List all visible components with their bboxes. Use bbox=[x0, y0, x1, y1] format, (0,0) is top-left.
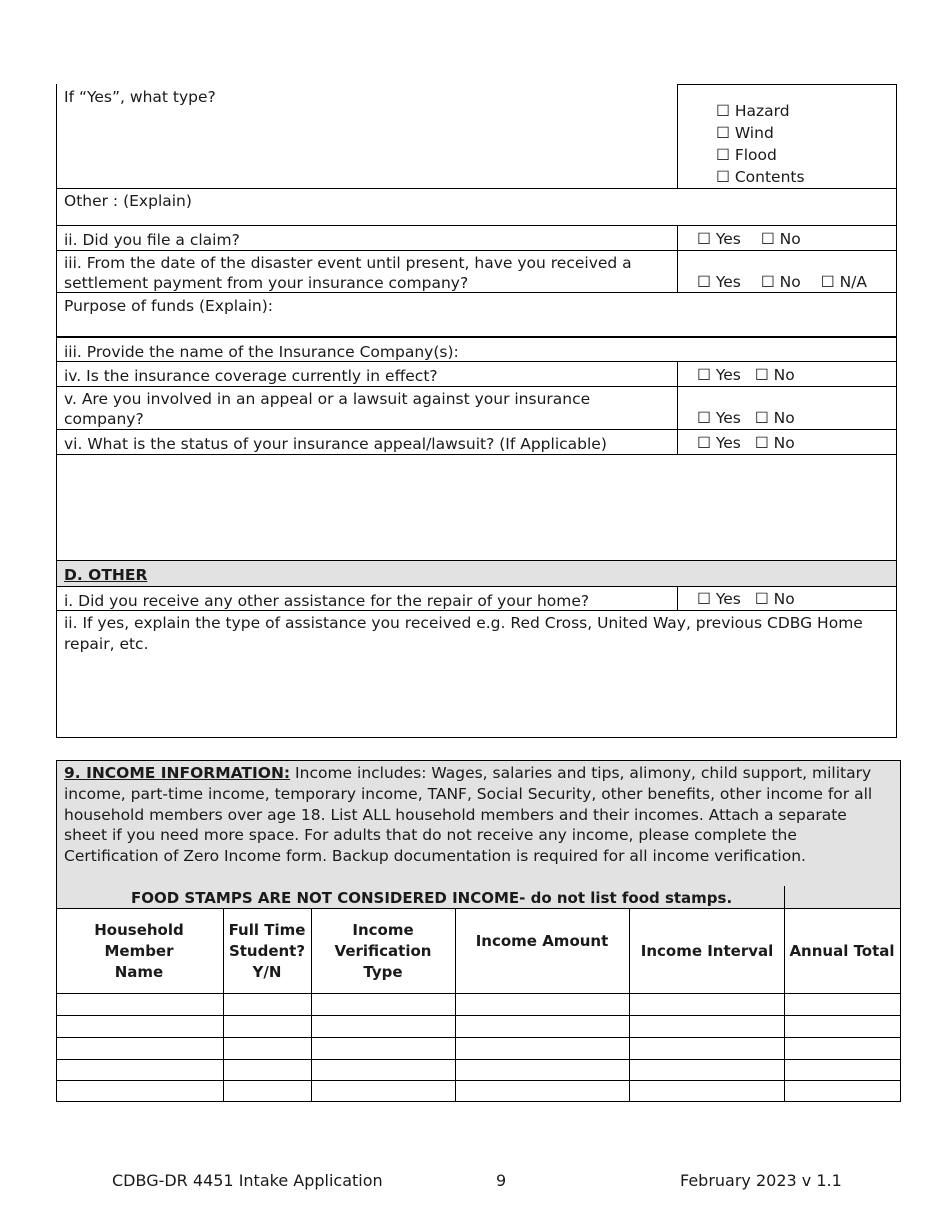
other-section-heading: D. OTHER bbox=[64, 566, 148, 584]
wind-checkbox[interactable]: ☐ Wind bbox=[716, 124, 774, 142]
settlement-no-checkbox[interactable]: ☐ No bbox=[760, 273, 801, 291]
coverage-question: iv. Is the insurance coverage currently in effect? bbox=[64, 367, 438, 385]
flood-checkbox[interactable]: ☐ Flood bbox=[716, 146, 777, 164]
column-header-income-verification-type: Income Verification Type bbox=[334, 920, 432, 981]
appeal-yes-checkbox[interactable]: ☐ Yes bbox=[697, 409, 741, 427]
appeal-status-no-checkbox[interactable]: ☐ No bbox=[754, 434, 795, 452]
settlement-na-checkbox[interactable]: ☐ N/A bbox=[820, 273, 867, 291]
claim-no-checkbox[interactable]: ☐ No bbox=[760, 230, 801, 248]
if-yes-type-label: If “Yes”, what type? bbox=[64, 88, 216, 106]
column-header-annual-total: Annual Total bbox=[789, 941, 895, 960]
assistance-type-explain-label: ii. If yes, explain the type of assistance you received e.g. Red Cross, United Way, previous CDBG Home repair, etc. bbox=[64, 614, 863, 653]
coverage-yes-checkbox[interactable]: ☐ Yes bbox=[697, 366, 741, 384]
income-cell[interactable] bbox=[785, 1016, 900, 1037]
income-cell[interactable] bbox=[456, 1060, 629, 1080]
footer-version-date: February 2023 v 1.1 bbox=[680, 1171, 842, 1190]
footer-document-title: CDBG-DR 4451 Intake Application bbox=[112, 1171, 383, 1190]
appeal-status-yes-checkbox[interactable]: ☐ Yes bbox=[697, 434, 741, 452]
income-cell[interactable] bbox=[224, 994, 311, 1015]
income-description bbox=[64, 763, 894, 867]
income-cell[interactable] bbox=[57, 1081, 223, 1101]
other-assistance-no-checkbox[interactable]: ☐ No bbox=[754, 590, 795, 608]
appeal-options bbox=[697, 408, 795, 428]
income-cell[interactable] bbox=[312, 1081, 455, 1101]
coverage-options bbox=[697, 365, 795, 385]
appeal-question-line1: v. Are you involved in an appeal or a lawsuit against your insurance bbox=[64, 390, 591, 408]
income-cell[interactable] bbox=[312, 994, 455, 1015]
claim-options bbox=[697, 229, 821, 249]
column-header-income-interval: Income Interval bbox=[640, 941, 774, 960]
claim-question: ii. Did you file a claim? bbox=[64, 231, 240, 249]
income-cell[interactable] bbox=[456, 1016, 629, 1037]
purpose-funds-label: Purpose of funds (Explain): bbox=[64, 297, 274, 315]
other-assistance-options bbox=[697, 589, 795, 609]
income-cell[interactable] bbox=[630, 1016, 784, 1037]
other-explain-label: Other : (Explain) bbox=[64, 192, 192, 210]
settlement-question-line1: iii. From the date of the disaster event until present, have you received a bbox=[64, 254, 632, 272]
contents-checkbox[interactable]: ☐ Contents bbox=[716, 168, 805, 186]
appeal-status-question: vi. What is the status of your insurance appeal/lawsuit? (If Applicable) bbox=[64, 435, 607, 453]
income-cell[interactable] bbox=[224, 1060, 311, 1080]
income-description-text: Income includes: Wages, salaries and tips, alimony, child support, military income, part-time income, temporary income, TANF, Social Security, other benefits, other income for all household members over age 18. List ALL household members and their incomes. Attach a separate sheet if you need more space. For adults that do not receive any income, please complete the Certification of Zero Income form. Backup documentation is required for all income verification. bbox=[64, 764, 873, 866]
income-cell[interactable] bbox=[57, 1038, 223, 1059]
insurance-company-name-label: iii. Provide the name of the Insurance Company(s): bbox=[64, 343, 459, 361]
food-stamps-note: FOOD STAMPS ARE NOT CONSIDERED INCOME- do not list food stamps. bbox=[131, 889, 733, 907]
income-cell[interactable] bbox=[630, 1038, 784, 1059]
appeal-status-options bbox=[697, 433, 795, 453]
income-cell[interactable] bbox=[224, 1016, 311, 1037]
income-cell[interactable] bbox=[630, 994, 784, 1015]
income-cell[interactable] bbox=[312, 1038, 455, 1059]
appeal-no-checkbox[interactable]: ☐ No bbox=[754, 409, 795, 427]
income-cell[interactable] bbox=[57, 994, 223, 1015]
income-cell[interactable] bbox=[312, 1016, 455, 1037]
income-cell[interactable] bbox=[785, 1060, 900, 1080]
income-cell[interactable] bbox=[312, 1060, 455, 1080]
income-cell[interactable] bbox=[785, 994, 900, 1015]
income-cell[interactable] bbox=[456, 1038, 629, 1059]
income-cell[interactable] bbox=[224, 1081, 311, 1101]
settlement-question-line2: settlement payment from your insurance company? bbox=[64, 274, 469, 292]
hazard-checkbox[interactable]: ☐ Hazard bbox=[716, 102, 790, 120]
appeal-question-line2: company? bbox=[64, 410, 144, 428]
income-cell[interactable] bbox=[785, 1081, 900, 1101]
column-header-income-amount: Income Amount bbox=[475, 931, 609, 950]
income-cell[interactable] bbox=[456, 1081, 629, 1101]
footer-page-number: 9 bbox=[496, 1171, 507, 1190]
income-cell[interactable] bbox=[224, 1038, 311, 1059]
coverage-no-checkbox[interactable]: ☐ No bbox=[754, 366, 795, 384]
settlement-options bbox=[697, 272, 867, 292]
insurance-type-options bbox=[716, 100, 805, 188]
income-heading: 9. INCOME INFORMATION: bbox=[64, 764, 291, 782]
income-cell[interactable] bbox=[456, 994, 629, 1015]
column-header-full-time-student: Full Time Student? Y/N bbox=[228, 920, 306, 981]
income-cell[interactable] bbox=[630, 1060, 784, 1080]
claim-yes-checkbox[interactable]: ☐ Yes bbox=[697, 230, 741, 248]
income-cell[interactable] bbox=[57, 1060, 223, 1080]
settlement-yes-checkbox[interactable]: ☐ Yes bbox=[697, 273, 741, 291]
column-header-household-member-name: Household Member Name bbox=[94, 920, 184, 981]
income-cell[interactable] bbox=[630, 1081, 784, 1101]
other-assistance-yes-checkbox[interactable]: ☐ Yes bbox=[697, 590, 741, 608]
income-cell[interactable] bbox=[785, 1038, 900, 1059]
other-assistance-question: i. Did you receive any other assistance for the repair of your home? bbox=[64, 592, 590, 610]
income-cell[interactable] bbox=[57, 1016, 223, 1037]
